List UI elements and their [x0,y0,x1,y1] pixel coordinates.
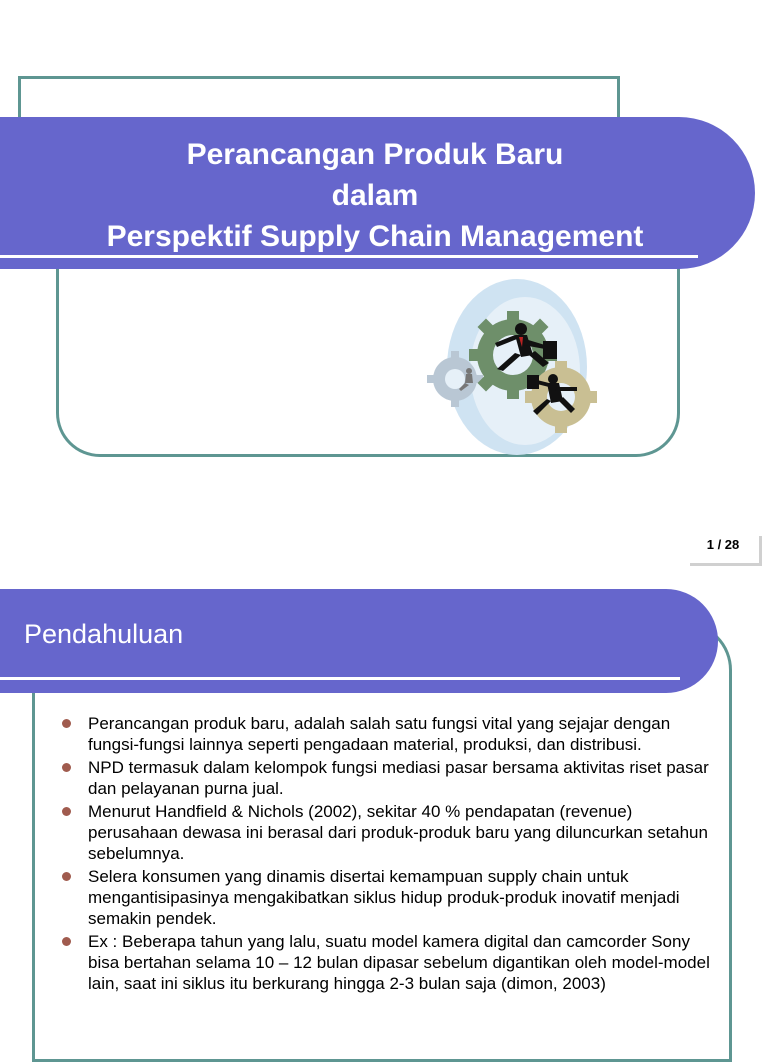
title-line-1: Perancangan Produk Baru [186,138,564,171]
bullet-dot-icon [62,807,71,816]
bullet-item: NPD termasuk dalam kelompok fungsi mediasi pasar bersama aktivitas riset pasar dan pelayanan purna jual. [62,757,712,799]
bullet-item: Menurut Handfield & Nichols (2002), sekitar 40 % pendapatan (revenue) perusahaan dewasa ini berasal dari produk-produk baru yang diluncurkan setahun sebelumnya. [62,801,712,864]
slide-title [0,134,750,257]
title-line-2: dalam [331,179,419,212]
bullet-dot-icon [62,763,71,772]
slide-heading: Pendahuluan [24,619,184,649]
bullet-list [62,713,712,996]
bullet-item: Perancangan produk baru, adalah salah satu fungsi vital yang sejajar dengan fungsi-fungsi lainnya seperti pengadaan material, produksi, dan distribusi. [62,713,712,755]
page-indicator: 1 / 28 [687,533,759,563]
content-slide [0,512,768,1024]
bullet-dot-icon [62,937,71,946]
title-line-3: Perspektif Supply Chain Management [106,220,644,253]
heading-underline [0,677,680,680]
bullet-item: Selera konsumen yang dinamis disertai kemampuan supply chain untuk mengantisipasinya mengakibatkan siklus hidup produk-produk inovatif menjadi semakin pendek. [62,866,712,929]
bullet-dot-icon [62,719,71,728]
bullet-item: Ex : Beberapa tahun yang lalu, suatu model kamera digital dan camcorder Sony bisa bertahan selama 10 – 12 bulan dipasar sebelum digantikan oleh model-model lain, saat ini siklus itu berkurang hingga 2-3 bulan saja (dimon, 2003) [62,931,712,994]
bullet-dot-icon [62,872,71,881]
businessmen-running-on-gears-icon [425,275,605,457]
